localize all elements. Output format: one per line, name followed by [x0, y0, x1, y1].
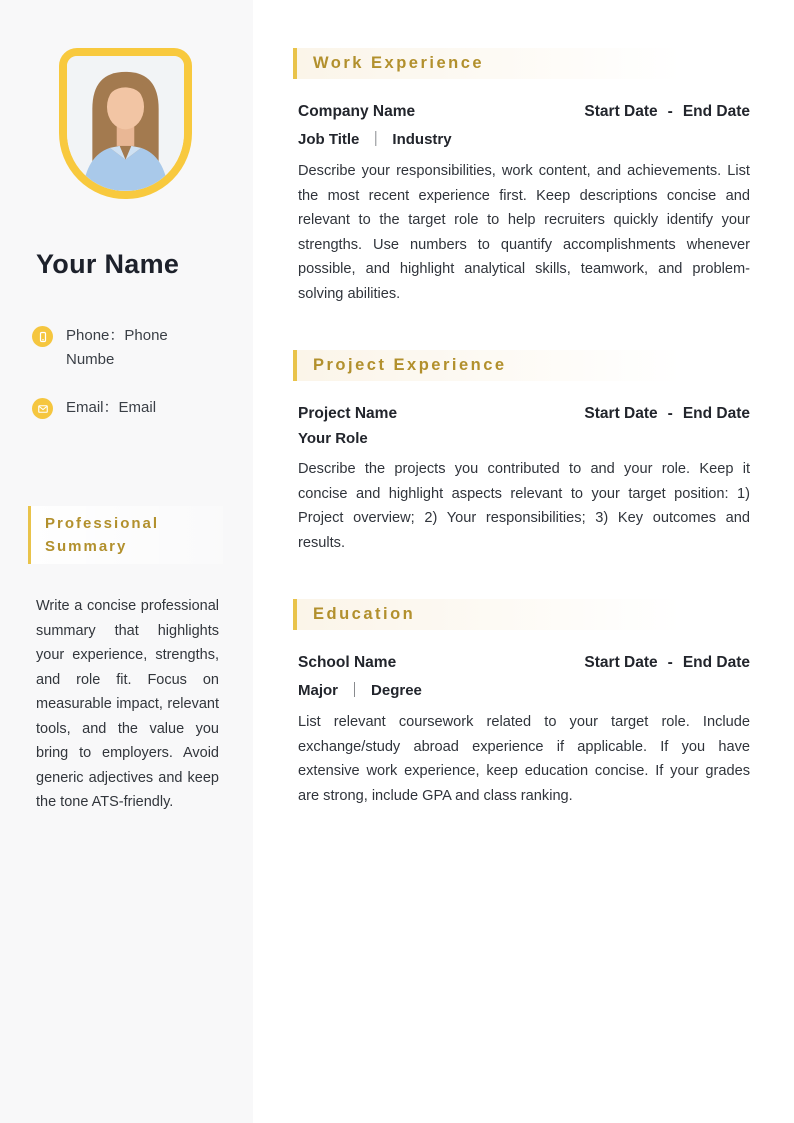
project-name: Project Name	[298, 405, 398, 422]
profile-photo-frame	[59, 48, 192, 199]
industry: Industry	[392, 131, 452, 148]
entry-head	[298, 103, 750, 121]
major: Major	[298, 682, 339, 699]
work-experience-entry	[293, 103, 750, 306]
phone-label: Phone：	[66, 327, 125, 344]
end-date: End Date	[682, 654, 750, 671]
phone-icon	[32, 326, 53, 347]
email-icon	[32, 398, 53, 419]
entry-subtitle	[298, 128, 750, 149]
end-date: End Date	[682, 405, 750, 422]
contact-row-phone	[32, 324, 223, 372]
professional-summary-text: Write a concise professional summary that highlights your experience, strengths, and role fit. Focus on measurable impact, relevant tools, and the value you bring to employers. Avoid generic adjectives and keep the tone ATS-friendly.	[36, 598, 219, 810]
entry-dates	[584, 103, 750, 121]
school-name: School Name	[298, 654, 397, 671]
section-title-education: Education	[293, 599, 750, 630]
entry-dates	[584, 405, 750, 423]
entry-dates	[584, 654, 750, 672]
main-content	[253, 0, 794, 852]
date-separator: -	[667, 654, 673, 671]
section-project-experience	[293, 350, 750, 555]
date-separator: -	[667, 103, 673, 120]
date-separator: -	[667, 405, 673, 422]
entry-subtitle	[298, 430, 750, 447]
project-experience-description: Describe the projects you contributed to and your role. Keep it concise and highlight aspects relevant to your target position: 1) Project overview; 2) Your responsibilities; 3) Key outcomes and results.	[298, 461, 750, 551]
end-date: End Date	[682, 103, 750, 120]
degree: Degree	[371, 682, 422, 699]
section-education	[293, 599, 750, 808]
subtitle-separator: ｜	[368, 131, 384, 148]
section-title-work-experience: Work Experience	[293, 48, 750, 79]
phone-text	[66, 324, 184, 372]
entry-head	[298, 405, 750, 423]
section-work-experience	[293, 48, 750, 306]
education-entry	[293, 654, 750, 808]
contact-list	[32, 324, 223, 420]
email-label: Email：	[66, 399, 119, 416]
sidebar	[0, 0, 253, 1123]
start-date: Start Date	[584, 103, 658, 120]
start-date: Start Date	[584, 654, 658, 671]
work-experience-description: Describe your responsibilities, work content, and achievements. List the most recent experience first. Keep descriptions concise and relevant to the target role to help recruiters quickly identify your strengths. Use numbers to quantify accomplishments whenever possible, and highlight analytical skills, teamwork, and problem-solving abilities.	[298, 163, 750, 302]
section-title-project-experience: Project Experience	[293, 350, 750, 381]
start-date: Start Date	[584, 405, 658, 422]
email-text	[66, 396, 184, 420]
profile-photo	[67, 56, 184, 191]
entry-head	[298, 654, 750, 672]
person-name: Your Name	[36, 249, 180, 279]
contact-row-email	[32, 396, 223, 420]
job-title: Job Title	[298, 131, 360, 148]
project-experience-entry	[293, 405, 750, 555]
your-role: Your Role	[298, 430, 368, 447]
section-title-professional-summary: Professional Summary	[28, 506, 223, 564]
entry-subtitle	[298, 679, 750, 700]
education-description: List relevant coursework related to your target role. Include exchange/study abroad experience if applicable. If you have extensive work experience, keep education concise. If your grades are strong, include GPA and class ranking.	[298, 714, 750, 804]
subtitle-separator: ｜	[347, 682, 363, 699]
company-name: Company Name	[298, 103, 416, 120]
email-value: Email	[118, 399, 157, 416]
phone-value: Phone Numbe	[66, 327, 168, 368]
